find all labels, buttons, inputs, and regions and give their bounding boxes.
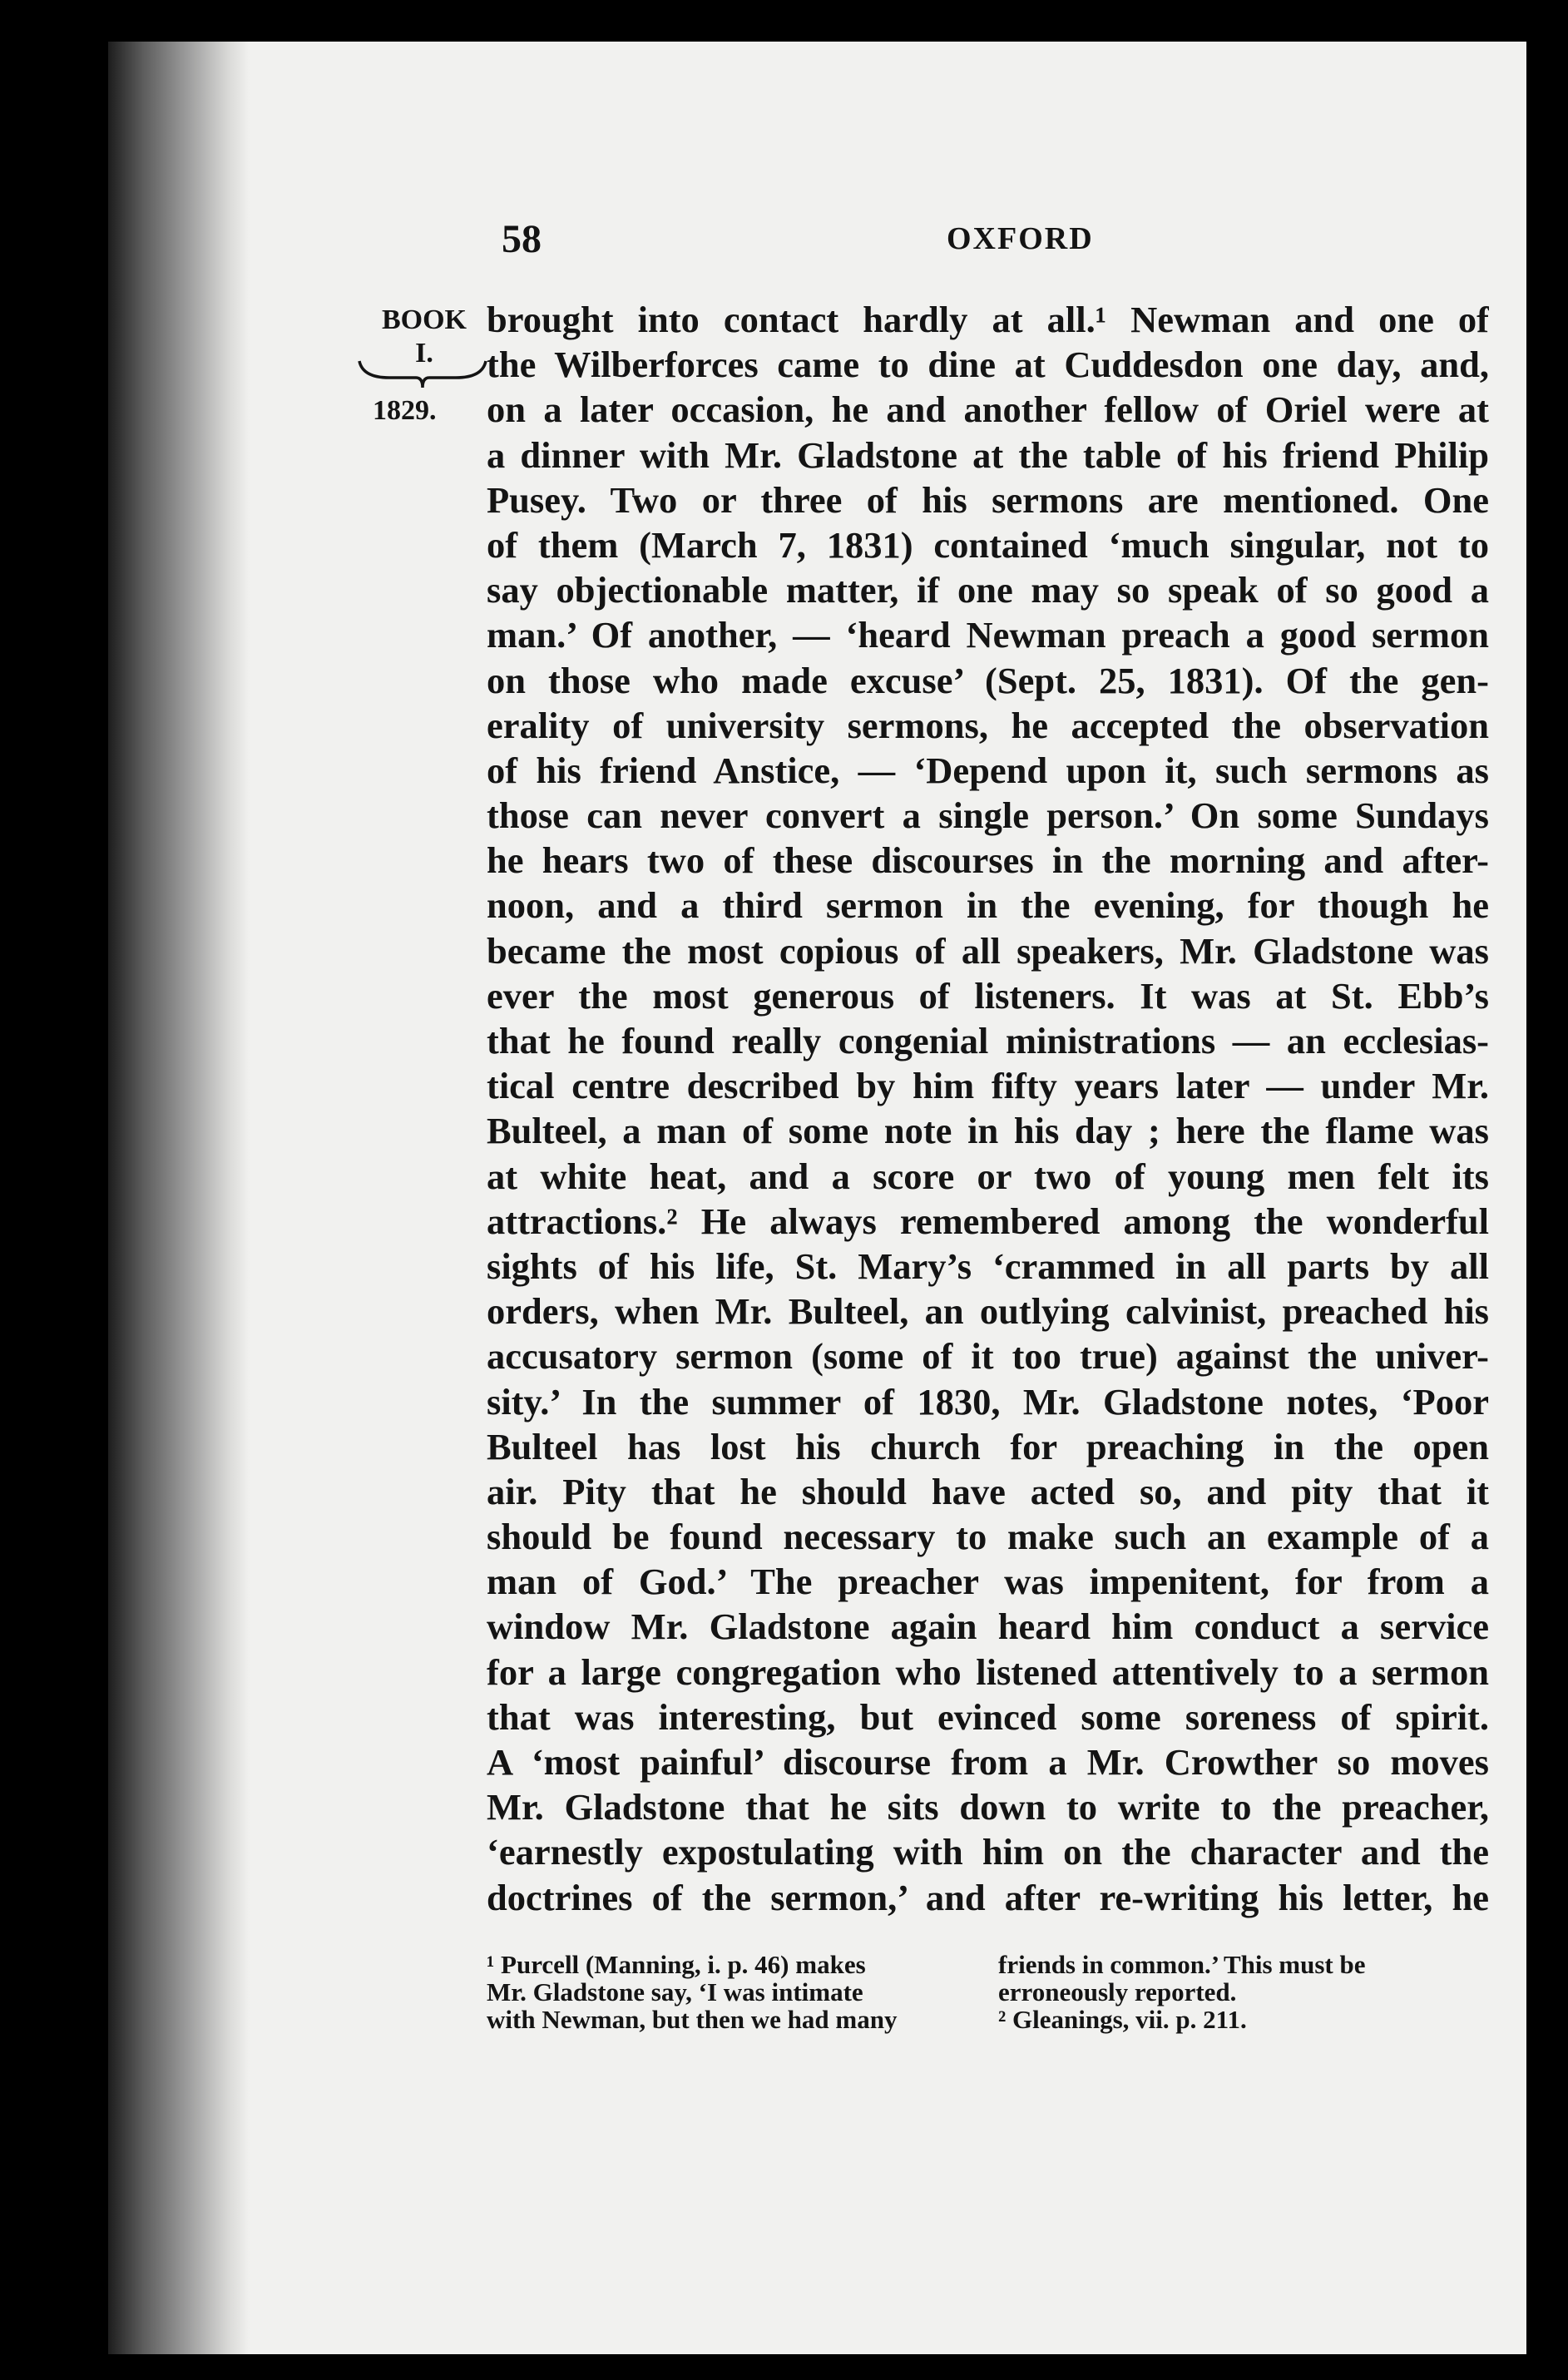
body-line: tical centre described by him fifty years later — under Mr. — [487, 1065, 1489, 1107]
body-line: he hears two of these discourses in the morning and after- — [487, 839, 1489, 882]
body-line: erality of university sermons, he accepted the observation — [487, 704, 1489, 746]
body-line: those can never convert a single person.’ On some Sundays — [487, 794, 1489, 837]
body-line: of them (March 7, 1831) contained ‘much singular, not to — [487, 523, 1489, 566]
body-line: brought into contact hardly at all.¹ Newman and one of — [487, 299, 1489, 340]
page-gutter-shadow — [108, 42, 250, 2354]
body-line: man of God.’ The preacher was impenitent, for from a — [487, 1561, 1489, 1603]
footnote-column-left — [487, 1951, 973, 2033]
body-line: man.’ Of another, — ‘heard Newman preach a good sermon — [487, 614, 1489, 656]
footnote-line: ¹ Purcell (Manning, i. p. 46) makes — [487, 1950, 866, 1979]
brace-icon — [356, 358, 489, 391]
body-line: Bulteel has lost his church for preaching in the open — [487, 1425, 1489, 1467]
body-line: on those who made excuse’ (Sept. 25, 1831). Of the gen- — [487, 659, 1489, 701]
body-line: for a large congregation who listened attentively to a sermon — [487, 1650, 1489, 1693]
footnote-line: erroneously reported. — [998, 1977, 1237, 2006]
footnote-line: friends in common.’ This must be — [998, 1950, 1366, 1979]
body-line: sights of his life, St. Mary’s ‘crammed in all parts by all — [487, 1244, 1489, 1287]
body-line: became the most copious of all speakers, Mr. Gladstone was — [487, 929, 1489, 972]
body-line: that he found really congenial ministrations — an ecclesias- — [487, 1020, 1489, 1061]
body-line: air. Pity that he should have acted so, and pity that it — [487, 1470, 1489, 1512]
body-line: accusatory sermon (some of it too true) against the univer- — [487, 1335, 1489, 1378]
body-line: A ‘most painful’ discourse from a Mr. Crowther so moves — [487, 1741, 1489, 1783]
body-line: attractions.² He always remembered among the wonderful — [487, 1200, 1489, 1242]
footnote-line: ² Gleanings, vii. p. 211. — [998, 2005, 1247, 2034]
body-line: Pusey. Two or three of his sermons are mentioned. One — [487, 478, 1489, 521]
body-line: Bulteel, a man of some note in his day ; here the flame was — [487, 1110, 1489, 1152]
page-edge — [1526, 42, 1568, 2354]
body-line: a dinner with Mr. Gladstone at the table of his friend Philip — [487, 433, 1489, 476]
running-head: OXFORD — [947, 221, 1094, 256]
margin-book-label: BOOK — [381, 304, 467, 335]
body-line: Mr. Gladstone that he sits down to write to the preacher, — [487, 1786, 1489, 1828]
footnote-line: Mr. Gladstone say, ‘I was intimate — [487, 1977, 863, 2006]
body-text — [487, 297, 1489, 1920]
body-line: ever the most generous of listeners. It was at St. Ebb’s — [487, 974, 1489, 1017]
footnote-column-right — [998, 1951, 1489, 2033]
body-line: window Mr. Gladstone again heard him conduct a service — [487, 1606, 1489, 1648]
margin-book-number: I. — [415, 338, 433, 369]
body-line: doctrines of the sermon,’ and after re-writing his letter, he — [487, 1876, 1489, 1918]
body-line: say objectionable matter, if one may so speak of so good a — [487, 569, 1489, 611]
body-line: of his friend Anstice, — ‘Depend upon it, such sermons as — [487, 749, 1489, 791]
body-line: sity.’ In the summer of 1830, Mr. Gladstone notes, ‘Poor — [487, 1380, 1489, 1423]
page-number: 58 — [502, 217, 542, 261]
margin-year: 1829. — [373, 395, 437, 426]
body-line: orders, when Mr. Bulteel, an outlying calvinist, preached his — [487, 1290, 1489, 1333]
body-line: noon, and a third sermon in the evening, for though he — [487, 884, 1489, 927]
body-line: at white heat, and a score or two of young men felt its — [487, 1155, 1489, 1197]
body-line: that was interesting, but evinced some soreness of spirit. — [487, 1695, 1489, 1738]
footnote-line: with Newman, but then we had many — [487, 2005, 898, 2034]
body-line: ‘earnestly expostulating with him on the character and the — [487, 1831, 1489, 1873]
body-line: the Wilberforces came to dine at Cuddesdon one day, and, — [487, 344, 1489, 386]
body-line: on a later occasion, he and another fellow of Oriel were at — [487, 388, 1489, 431]
body-line: should be found necessary to make such an example of a — [487, 1516, 1489, 1558]
